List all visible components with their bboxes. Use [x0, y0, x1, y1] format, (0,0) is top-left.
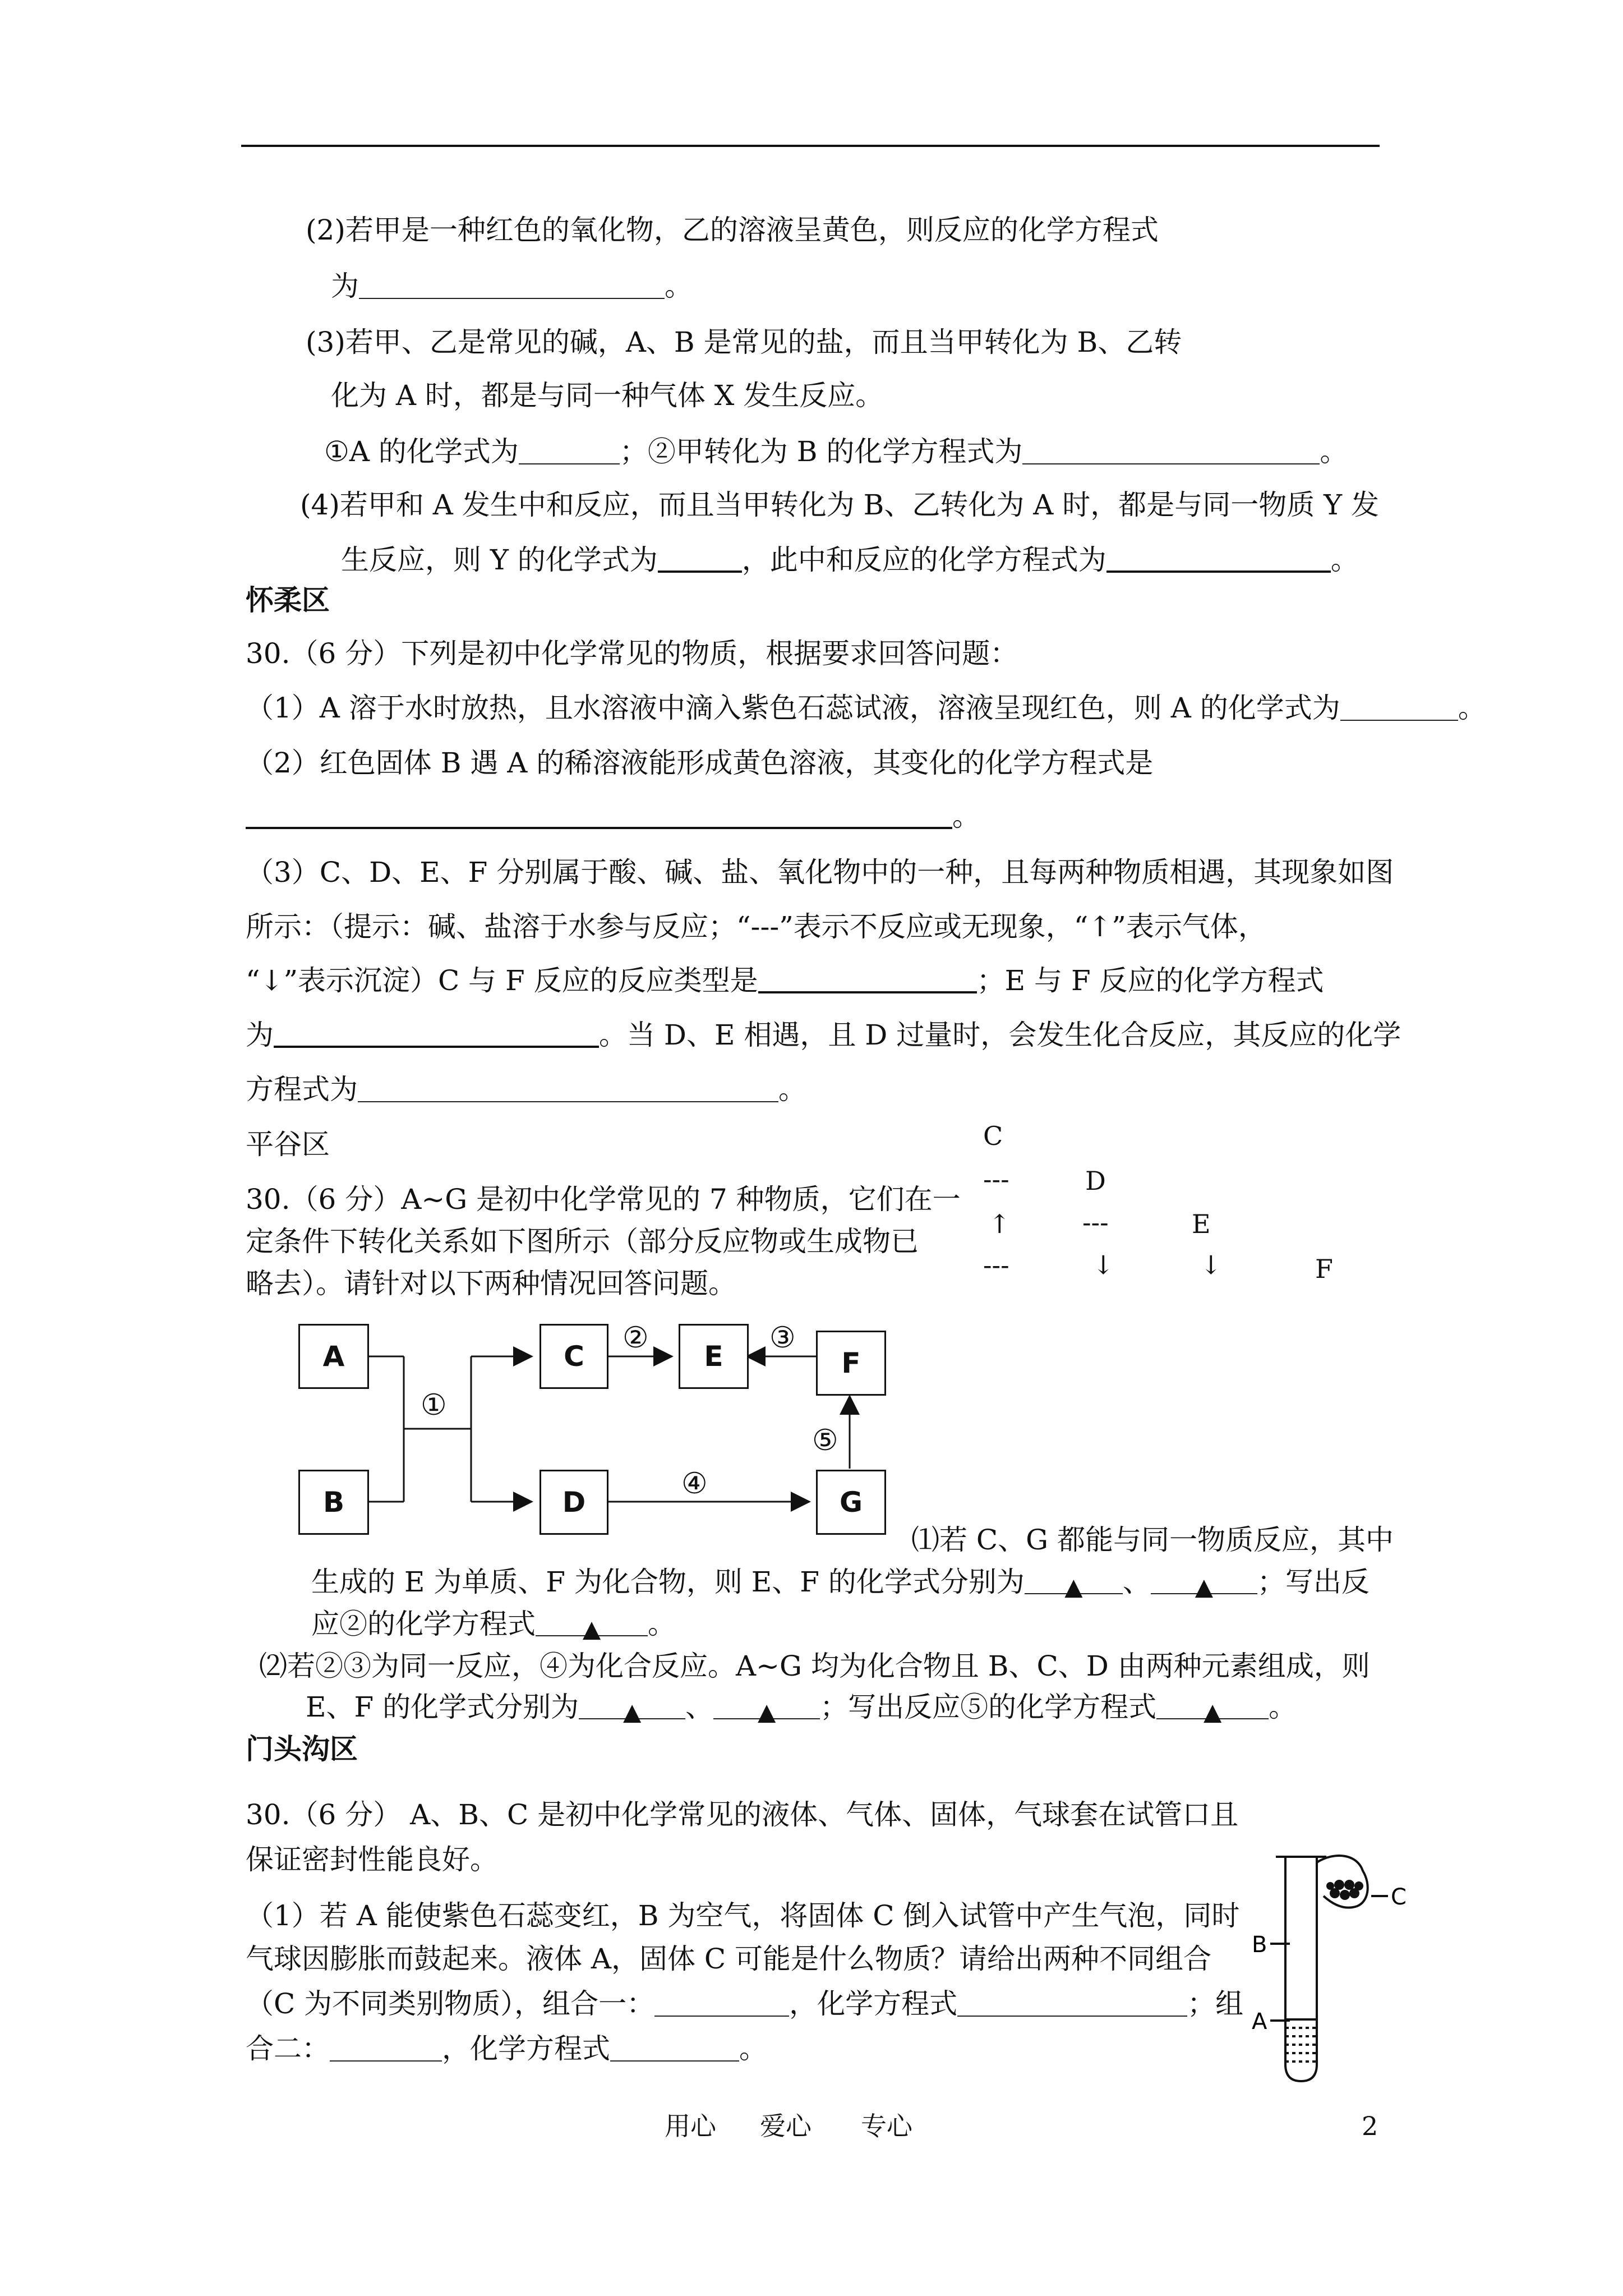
- pinggu-q2-line2-c: ；写出反应⑤的化学方程式: [820, 1691, 1157, 1723]
- mentougou-q1-line4-c: 。: [739, 2032, 767, 2065]
- grid-de: ---: [1082, 1207, 1109, 1237]
- mentougou-q1-line3-a: （C 为不同类别物质），组合一：: [246, 1987, 655, 2020]
- answer-blank[interactable]: [654, 1991, 789, 2017]
- page-number: 2: [1362, 2111, 1378, 2141]
- q4-line1: (4)若甲和 A 发生中和反应，而且当甲转化为 B、乙转化为 A 时，都是与同一物质 Y 发: [300, 489, 1380, 521]
- pinggu-line2: 定条件下转化关系如下图所示（部分反应物或生成物已: [246, 1225, 919, 1258]
- pinggu-q2-line2: [306, 1690, 1297, 1724]
- grid-ef: ↓: [1200, 1250, 1222, 1280]
- pinggu-q2-line1: ⑵若②③为同一反应，④为化合反应。A~G 均为化合物且 B、C、D 由两种元素组成，则: [259, 1650, 1370, 1682]
- q2-line2-post: 。: [665, 270, 693, 302]
- reaction-5-label: ⑤: [812, 1424, 838, 1457]
- huairou-q3-line3-a: “↓”表示沉淀）C 与 F 反应的反应类型是: [246, 964, 758, 997]
- mentougou-q1-line4: [246, 2032, 767, 2065]
- answer-blank[interactable]: [610, 2036, 739, 2062]
- huairou-q3-line4-b: 。当 D、E 相遇，且 D 过量时，会发生化合反应，其反应的化学: [599, 1019, 1401, 1051]
- footer-motto-1: 用心: [665, 2111, 716, 2141]
- pinggu-q1-line3-a: 应②的化学方程式: [311, 1608, 536, 1640]
- pinggu-q1-line3: [311, 1607, 676, 1641]
- grid-e: E: [1192, 1209, 1211, 1239]
- node-g: G: [816, 1470, 886, 1535]
- mentougou-q1-line3: [246, 1987, 1243, 2021]
- answer-blank-triangle[interactable]: [1156, 1694, 1269, 1726]
- tube-label-a: A: [1252, 2009, 1267, 2035]
- mentougou-q1-line4-a: 合二：: [246, 2032, 330, 2065]
- q4-line2-a: 生反应，则 Y 的化学式为: [341, 544, 658, 576]
- q3-line2: 化为 A 时，都是与同一种气体 X 发生反应。: [331, 379, 884, 412]
- node-b: B: [298, 1470, 369, 1535]
- huairou-q3-line4-a: 为: [246, 1019, 274, 1051]
- grid-df: ↓: [1092, 1250, 1114, 1280]
- huairou-q3-line5-a: 方程式为: [246, 1073, 358, 1106]
- grid-c: C: [983, 1121, 1003, 1151]
- pinggu-q1-line2: [311, 1565, 1370, 1599]
- q2-line2-pre: 为: [331, 270, 359, 302]
- q2-line1: (2)若甲是一种红色的氧化物，乙的溶液呈黄色，则反应的化学方程式: [306, 214, 1159, 246]
- node-d: D: [540, 1470, 608, 1535]
- test-tube-illustration: [1251, 1840, 1436, 2092]
- huairou-q1-post: 。: [1458, 692, 1486, 724]
- pinggu-line3: 略去）。请针对以下两种情况回答问题。: [246, 1267, 736, 1300]
- triangle-icon: ▲: [582, 1615, 601, 1642]
- q3-line3-a: ①A 的化学式为: [324, 435, 519, 468]
- mentougou-q1-line3-b: ，化学方程式: [789, 1987, 958, 2020]
- grid-cf: ---: [983, 1250, 1009, 1280]
- node-a: A: [298, 1324, 369, 1389]
- huairou-title: 30.（6 分）下列是初中化学常见的物质，根据要求回答问题：: [246, 637, 1018, 670]
- tube-label-b: B: [1252, 1932, 1267, 1958]
- footer-motto-2: 爱心: [760, 2111, 811, 2141]
- tube-label-c: C: [1391, 1884, 1407, 1910]
- grid-f: F: [1315, 1254, 1333, 1284]
- answer-blank[interactable]: [957, 1991, 1187, 2017]
- grid-d: D: [1085, 1166, 1106, 1196]
- pinggu-q1-line2-a: 生成的 E 为单质、F 为化合物，则 E、F 的化学式分别为: [311, 1566, 1025, 1598]
- pinggu-q2-line2-d: 。: [1269, 1691, 1297, 1723]
- mentougou-line1: 30.（6 分） A、B、C 是初中化学常见的液体、气体、固体，气球套在试管口且: [246, 1798, 1239, 1831]
- answer-blank-triangle[interactable]: [579, 1694, 685, 1726]
- grid-cd: ---: [983, 1164, 1009, 1194]
- huairou-q2-end: 。: [952, 800, 980, 832]
- huairou-q3-line3-b: ；E 与 F 反应的化学方程式: [976, 964, 1324, 997]
- huairou-q3-line5-b: 。: [778, 1073, 806, 1106]
- mentougou-q1-line4-b: ，化学方程式: [442, 2032, 610, 2065]
- huairou-q1-pre: （1）A 溶于水时放热，且水溶液中滴入紫色石蕊试液，溶液呈现红色，则 A 的化学式为: [246, 692, 1340, 724]
- district-mentougou: 门头沟区: [246, 1732, 358, 1765]
- q3-line3-b: ；②甲转化为 B 的化学方程式为: [619, 435, 1023, 468]
- mentougou-q1-line1: （1）若 A 能使紫色石蕊变红，B 为空气，将固体 C 倒入试管中产生气泡，同时: [246, 1899, 1240, 1932]
- triangle-icon: ▲: [757, 1698, 776, 1726]
- pinggu-q1-line1: ⑴若 C、G 都能与同一物质反应，其中: [911, 1524, 1394, 1556]
- triangle-icon: ▲: [1195, 1573, 1214, 1600]
- node-e: E: [679, 1324, 749, 1389]
- pinggu-q1-line3-b: 。: [648, 1608, 676, 1640]
- answer-blank-triangle[interactable]: [536, 1611, 648, 1642]
- answer-blank-triangle[interactable]: [713, 1694, 820, 1726]
- reaction-1-label: ①: [421, 1388, 447, 1422]
- q3-line1: (3)若甲、乙是常见的碱，A、B 是常见的盐，而且当甲转化为 B、乙转: [306, 326, 1182, 358]
- mentougou-q1-line2: 气球因膨胀而鼓起来。液体 A，固体 C 可能是什么物质？请给出两种不同组合: [246, 1943, 1212, 1975]
- node-f: F: [816, 1331, 886, 1396]
- reaction-4-label: ④: [681, 1467, 708, 1501]
- pinggu-q2-line2-a: E、F 的化学式分别为: [306, 1691, 579, 1723]
- answer-blank-triangle[interactable]: [1151, 1568, 1257, 1600]
- triangle-icon: ▲: [1203, 1698, 1222, 1726]
- footer-motto-3: 专心: [861, 2111, 912, 2141]
- q4-line2-b: ，此中和反应的化学方程式为: [741, 544, 1106, 576]
- node-c: C: [540, 1324, 608, 1389]
- reaction-3-label: ③: [769, 1321, 796, 1355]
- district-huairou: 怀柔区: [246, 583, 330, 616]
- huairou-q3-line1: （3）C、D、E、F 分别属于酸、碱、盐、氧化物中的一种，且每两种物质相遇，其现象如图: [246, 856, 1394, 889]
- triangle-icon: ▲: [1064, 1573, 1083, 1600]
- mentougou-q1-line3-c: ；组: [1187, 1987, 1244, 2020]
- answer-blank-triangle[interactable]: [1025, 1568, 1123, 1600]
- reaction-2-label: ②: [623, 1321, 649, 1355]
- huairou-q3-line2: 所示：（提示：碱、盐溶于水参与反应；“---”表示不反应或无现象，“↑”表示气体，: [246, 910, 1266, 943]
- pinggu-q2-line2-b: 、: [685, 1691, 714, 1723]
- triangle-icon: ▲: [623, 1698, 642, 1726]
- pinggu-line1: 30.（6 分）A~G 是初中化学常见的 7 种物质，它们在一: [246, 1183, 961, 1216]
- district-pinggu: 平谷区: [246, 1128, 330, 1161]
- answer-blank[interactable]: [330, 2036, 442, 2062]
- grid-ce: ↑: [989, 1209, 1011, 1239]
- q3-line3-c: 。: [1320, 435, 1348, 468]
- q4-line2-c: 。: [1330, 544, 1359, 576]
- pinggu-q1-line2-b: 、: [1122, 1566, 1151, 1598]
- mentougou-line2: 保证密封性能良好。: [246, 1843, 498, 1876]
- huairou-q2: （2）红色固体 B 遇 A 的稀溶液能形成黄色溶液，其变化的化学方程式是: [246, 747, 1154, 779]
- pinggu-q1-line2-c: ；写出反: [1257, 1566, 1370, 1598]
